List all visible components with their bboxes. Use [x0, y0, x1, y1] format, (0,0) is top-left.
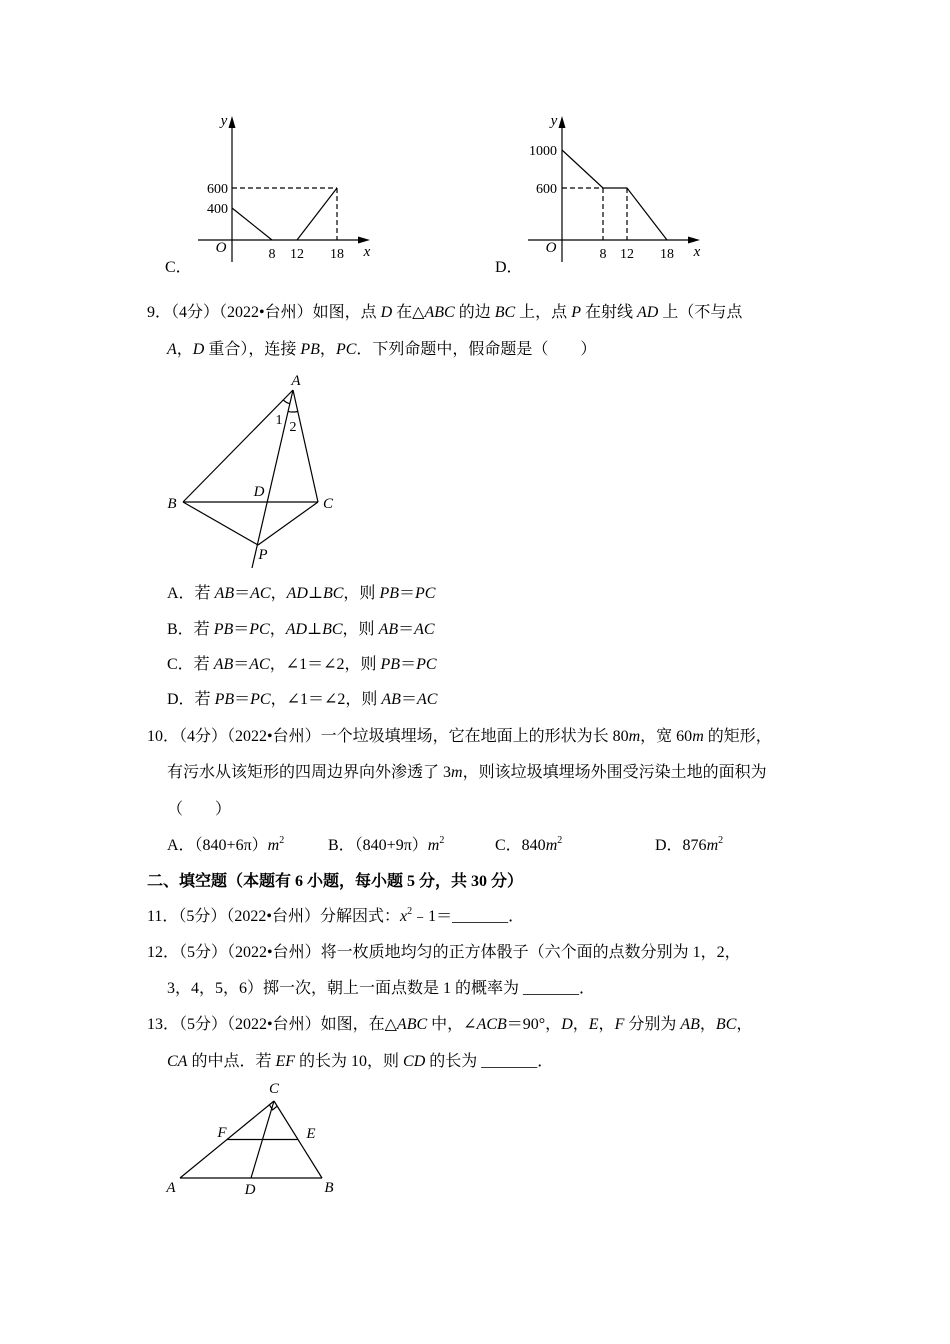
graph-option-c	[190, 110, 380, 270]
math-variable: PB	[300, 341, 320, 358]
text-run: 的边	[454, 304, 495, 321]
math-variable: PC	[335, 341, 357, 358]
graph-polyline	[562, 150, 667, 240]
segment-pb	[183, 502, 258, 545]
origin-label: O	[545, 240, 557, 256]
point-p-label: P	[258, 547, 268, 563]
question-10-line-2	[167, 763, 767, 783]
angle-1-label: 1	[275, 413, 283, 428]
x-axis-label: x	[363, 244, 371, 260]
text-run: 在△	[392, 304, 425, 321]
y-tick-label: 400	[207, 202, 228, 217]
math-variable: PC	[415, 585, 436, 602]
math-variable: PB	[380, 656, 401, 673]
math-variable: BC	[715, 1016, 737, 1033]
question-10-option-a	[167, 836, 284, 856]
text-run: ﹣1＝_______．	[412, 908, 525, 925]
angle-2-arc	[288, 411, 298, 412]
math-variable: AB	[378, 621, 399, 638]
question-10-option-d	[655, 836, 723, 856]
question-10-option-c	[495, 836, 562, 856]
text-run: A．（840+6π）	[167, 837, 268, 854]
question-9-option-d	[167, 690, 437, 710]
question-10-line-1	[147, 727, 772, 747]
y-tick-label: 600	[207, 182, 228, 197]
math-variable: AB	[381, 691, 401, 708]
math-variable: PB	[214, 691, 235, 708]
segment-ab	[183, 390, 293, 502]
math-variable: AC	[416, 691, 438, 708]
math-variable: BC	[322, 585, 344, 602]
math-variable: CA	[167, 1053, 188, 1070]
vertex-a-label: A	[291, 373, 301, 389]
text-run: （ ）	[167, 801, 232, 818]
math-variable: PB	[379, 585, 399, 602]
x-axis-label: x	[693, 244, 701, 260]
question-9-option-c	[167, 655, 437, 675]
math-variable: AB	[680, 1016, 700, 1033]
question-13-figure	[160, 1078, 340, 1203]
math-variable: AC	[249, 656, 270, 673]
y-tick-label: 600	[536, 182, 557, 197]
math-variable: AB	[213, 656, 234, 673]
graph-segment-descending	[232, 208, 272, 240]
math-variable: PC	[249, 621, 270, 638]
vertex-c-label: C	[268, 1081, 280, 1097]
math-variable: PB	[213, 621, 234, 638]
question-13-line-2	[167, 1052, 553, 1072]
math-variable: BC	[494, 304, 516, 321]
text-run: ＝	[398, 585, 415, 602]
text-run: C．若	[167, 656, 214, 673]
vertex-b-label: B	[167, 496, 177, 512]
text-run: C．840	[495, 837, 546, 854]
x-axis-arrow	[688, 237, 700, 244]
math-variable: PC	[416, 656, 437, 673]
y-axis-label: y	[550, 113, 558, 129]
math-variable: m	[706, 837, 719, 854]
question-12-line-2	[167, 979, 595, 999]
math-variable: m	[628, 728, 641, 745]
math-variable: F	[614, 1016, 625, 1033]
math-variable: m	[427, 837, 440, 854]
y-axis-arrow	[559, 116, 566, 128]
question-13-line-1	[147, 1015, 752, 1035]
y-tick-label: 1000	[529, 144, 557, 159]
text-run: ＝	[234, 691, 251, 708]
math-variable: x	[400, 908, 408, 925]
question-9-line-1	[147, 303, 742, 323]
vertex-c-label: C	[322, 496, 334, 512]
ray-ad	[252, 390, 293, 568]
question-10-option-b	[328, 836, 444, 856]
text-run: 9．（4分）（2022•台州）如图，点	[147, 304, 381, 321]
text-run: ⊥	[307, 585, 323, 602]
graph-segment-ascending	[297, 188, 337, 240]
question-10-line-3	[167, 800, 231, 820]
math-variable: m	[545, 837, 558, 854]
text-run: 的矩形，	[703, 728, 772, 745]
point-d-label: D	[244, 1182, 256, 1198]
text-run: 12．（5分）（2022•台州）将一枚质地均匀的正方体骰子（六个面的点数分别为 1，2，	[147, 944, 741, 961]
text-run: A．若	[167, 585, 215, 602]
text-run: ，	[269, 621, 286, 638]
text-run: ，	[572, 1016, 589, 1033]
math-variable: ABC	[396, 1016, 428, 1033]
math-variable: ABC	[424, 304, 455, 321]
text-run: ，宽 60	[640, 728, 693, 745]
y-axis-arrow	[229, 116, 236, 128]
text-run: ，∠1＝∠2，则	[269, 656, 381, 673]
text-run: ⊥	[307, 621, 323, 638]
text-run: ，	[176, 341, 193, 358]
x-tick-label: 18	[660, 247, 674, 262]
math-variable: D	[561, 1016, 573, 1033]
text-run: 上，点	[515, 304, 572, 321]
math-variable: AD	[285, 621, 308, 638]
superscript: 2	[407, 906, 413, 917]
math-variable: m	[451, 764, 463, 781]
math-variable: AD	[636, 304, 659, 321]
graph-option-d	[520, 110, 710, 270]
text-run: 有污水从该矩形的四周边界向外渗透了 3	[167, 764, 452, 781]
text-run: 中，∠	[427, 1016, 477, 1033]
x-tick-label: 8	[599, 247, 607, 262]
math-variable: D	[192, 341, 205, 358]
math-variable: PC	[250, 691, 271, 708]
text-run: ，	[319, 341, 336, 358]
text-run: 3，4，5，6）掷一次，朝上一面点数是 1 的概率为 _______．	[167, 980, 596, 997]
point-d-label: D	[253, 484, 265, 500]
text-run: ，则该垃圾填埋场外围受污染土地的面积为	[462, 764, 767, 781]
section-2-title: 二、填空题（本题有 6 小题，每小题 5 分，共 30 分）	[147, 873, 524, 890]
text-run: 在射线	[580, 304, 637, 321]
point-e-label: E	[306, 1126, 316, 1142]
vertex-b-label: B	[324, 1180, 334, 1196]
text-run: B．若	[167, 621, 214, 638]
question-9-line-2	[167, 340, 596, 360]
text-run: 的中点．若	[187, 1053, 276, 1070]
right-angle-mark	[269, 1105, 277, 1110]
origin-label: O	[215, 240, 227, 256]
text-run: ．下列命题中，假命题是（ ）	[356, 341, 597, 358]
math-variable: E	[588, 1016, 599, 1033]
text-run: ＝	[233, 656, 250, 673]
x-tick-label: 12	[290, 247, 304, 262]
text-run: ＝	[400, 691, 417, 708]
vertex-a-label: A	[166, 1180, 176, 1196]
text-run: ，	[598, 1016, 615, 1033]
text-run: ＝	[398, 621, 415, 638]
text-run: 分别为	[624, 1016, 681, 1033]
text-run: ＝90°，	[506, 1016, 562, 1033]
math-variable: AC	[414, 621, 435, 638]
text-run: 的长为 _______．	[425, 1053, 554, 1070]
option-d-label: D．	[495, 259, 523, 276]
question-9-option-b	[167, 620, 435, 640]
math-variable: AC	[250, 585, 271, 602]
question-9-figure	[160, 370, 340, 575]
x-tick-label: 12	[620, 247, 634, 262]
superscript: 2	[718, 835, 724, 846]
angle-1-arc	[283, 400, 290, 404]
text-run: ＝	[234, 585, 251, 602]
math-variable: P	[571, 304, 581, 321]
text-run: ，∠1＝∠2，则	[270, 691, 382, 708]
superscript: 2	[439, 835, 445, 846]
x-tick-label: 8	[268, 247, 276, 262]
segment-pc	[258, 502, 318, 545]
question-11-line-1	[147, 907, 524, 927]
math-variable: m	[692, 728, 704, 745]
math-variable: ACB	[476, 1016, 507, 1033]
segment-ac	[293, 390, 318, 502]
superscript: 2	[557, 835, 563, 846]
point-f-label: F	[217, 1125, 227, 1141]
math-variable: m	[267, 837, 280, 854]
text-run: 11．（5分）（2022•台州）分解因式：	[147, 908, 401, 925]
superscript: 2	[279, 835, 285, 846]
text-run: ，	[699, 1016, 716, 1033]
text-run: 重合），连接	[204, 341, 301, 358]
x-tick-label: 18	[330, 247, 344, 262]
text-run: ，则	[343, 585, 380, 602]
text-run: ，	[736, 1016, 753, 1033]
text-run: D．876	[655, 837, 707, 854]
x-axis-arrow	[358, 237, 370, 244]
math-variable: A	[167, 341, 177, 358]
text-run: ＝	[400, 656, 417, 673]
text-run: 13．（5分）（2022•台州）如图，在△	[147, 1016, 397, 1033]
text-run: ，	[270, 585, 287, 602]
math-variable: AD	[286, 585, 308, 602]
y-axis-label: y	[220, 113, 228, 129]
math-variable: D	[380, 304, 393, 321]
angle-2-label: 2	[289, 420, 297, 435]
text-run: D．若	[167, 691, 215, 708]
math-variable: AB	[214, 585, 235, 602]
text-run: 10．（4分）（2022•台州）一个垃圾填埋场，它在地面上的形状为长 80	[147, 728, 629, 745]
option-c-label: C．	[165, 259, 192, 276]
math-variable: CD	[403, 1053, 426, 1070]
math-variable: EF	[275, 1053, 296, 1070]
text-run: ＝	[233, 621, 250, 638]
question-9-option-a	[167, 584, 435, 604]
text-run: B．（840+9π）	[328, 837, 428, 854]
math-variable: BC	[322, 621, 343, 638]
text-run: 的长为 10，则	[295, 1053, 404, 1070]
text-run: 上（不与点	[658, 304, 743, 321]
text-run: ，则	[342, 621, 379, 638]
question-12-line-1	[147, 943, 741, 963]
